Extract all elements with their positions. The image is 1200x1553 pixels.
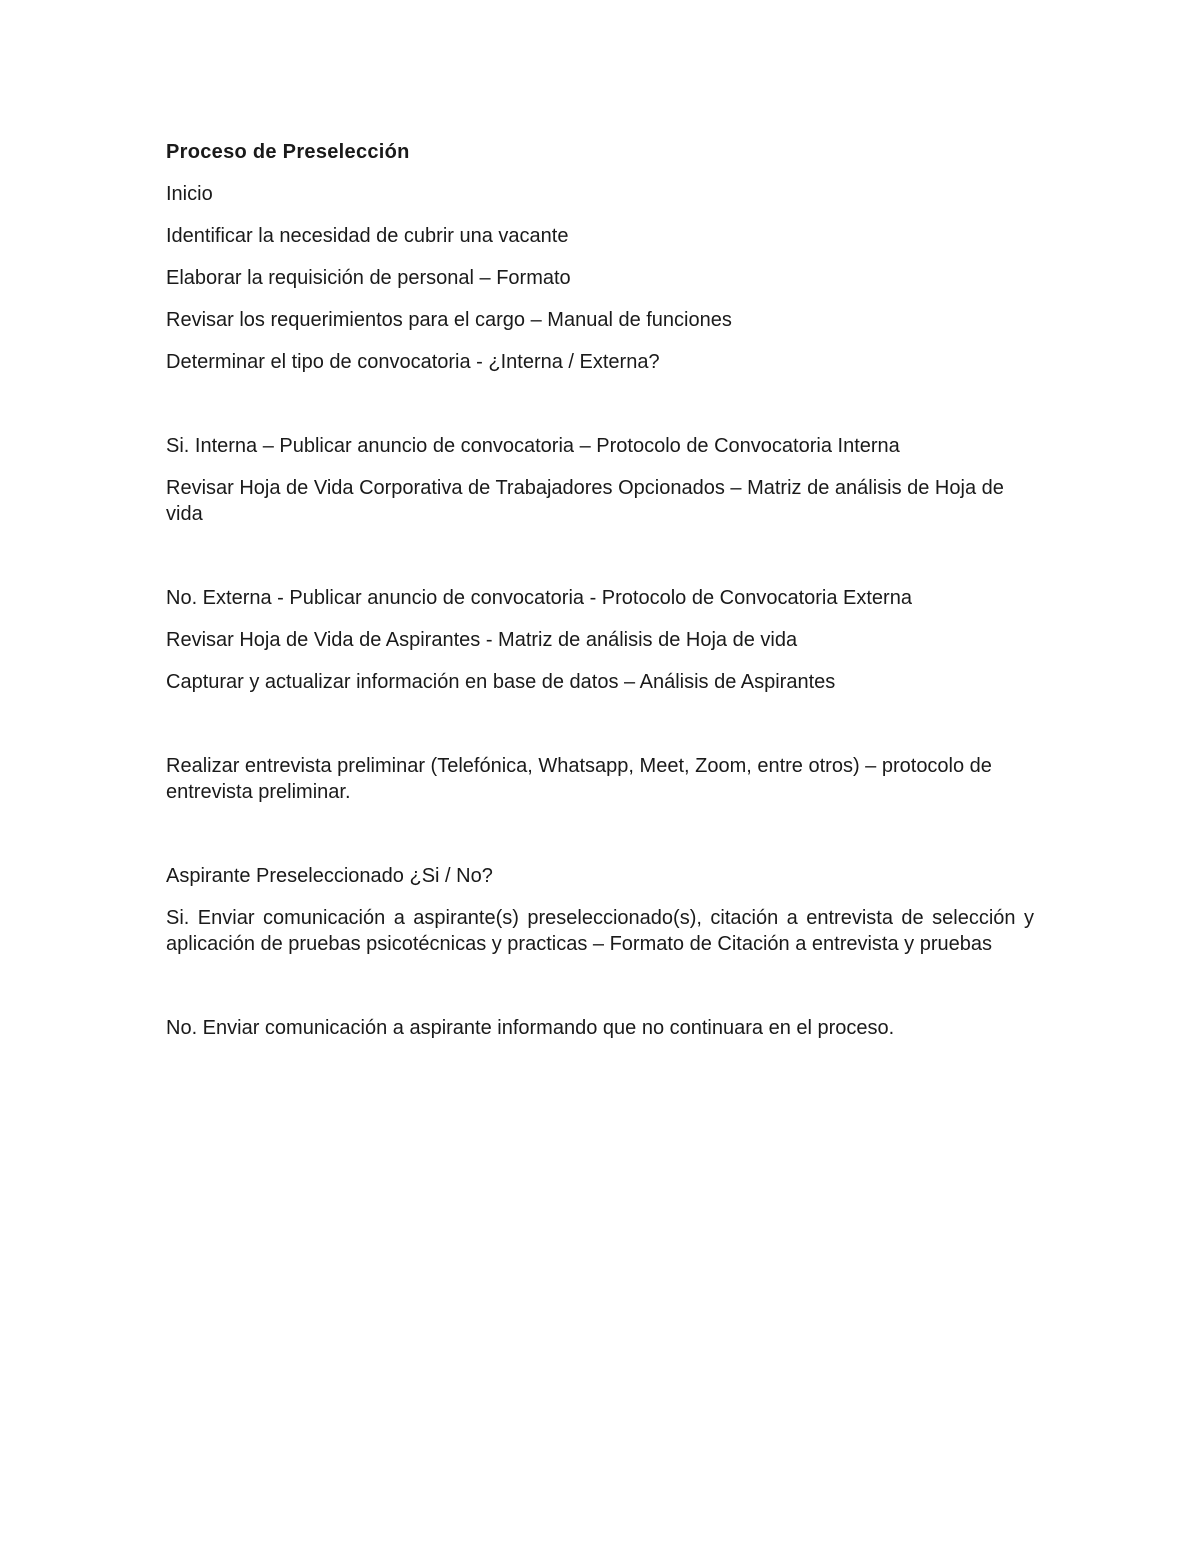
- document-page: [166, 139, 1034, 1057]
- blank-line: [166, 391, 1034, 433]
- blank-line: [166, 711, 1034, 753]
- paragraph-no-externa: No. Externa - Publicar anuncio de convocatoria - Protocolo de Convocatoria Externa: [166, 587, 912, 609]
- paragraph-identificar-vacante: Identificar la necesidad de cubrir una vacante: [166, 225, 569, 247]
- paragraph-no-enviar-comunicacion: No. Enviar comunicación a aspirante informando que no continuara en el proceso.: [166, 1017, 895, 1039]
- paragraph-capturar-informacion: Capturar y actualizar información en base de datos – Análisis de Aspirantes: [166, 671, 836, 693]
- paragraph-si-interna: Si. Interna – Publicar anuncio de convocatoria – Protocolo de Convocatoria Interna: [166, 435, 900, 457]
- paragraph-requerimientos: Revisar los requerimientos para el cargo – Manual de funciones: [166, 309, 732, 331]
- paragraph-aspirante-preseleccionado: Aspirante Preseleccionado ¿Si / No?: [166, 865, 493, 887]
- paragraph-revisar-hoja-corporativa: Revisar Hoja de Vida Corporativa de Trabajadores Opcionados – Matriz de análisis de Hoja de vida: [166, 477, 1004, 525]
- blank-line: [166, 543, 1034, 585]
- paragraph-entrevista-preliminar: Realizar entrevista preliminar (Telefónica, Whatsapp, Meet, Zoom, entre otros) – protocolo de entrevista preliminar.: [166, 755, 992, 803]
- paragraph-revisar-hoja-aspirantes: Revisar Hoja de Vida de Aspirantes - Matriz de análisis de Hoja de vida: [166, 629, 798, 651]
- paragraph-tipo-convocatoria: Determinar el tipo de convocatoria - ¿Interna / Externa?: [166, 351, 660, 373]
- paragraph-si-enviar-comunicacion: Si. Enviar comunicación a aspirante(s) preseleccionado(s), citación a entrevista de selección y aplicación de pruebas psicotécnicas y practicas – Formato de Citación a entrevista y pruebas: [166, 907, 1034, 955]
- paragraph-requisicion: Elaborar la requisición de personal – Formato: [166, 267, 571, 289]
- blank-line: [166, 821, 1034, 863]
- paragraph-inicio: Inicio: [166, 183, 213, 205]
- document-title: Proceso de Preselección: [166, 141, 410, 163]
- blank-line: [166, 973, 1034, 1015]
